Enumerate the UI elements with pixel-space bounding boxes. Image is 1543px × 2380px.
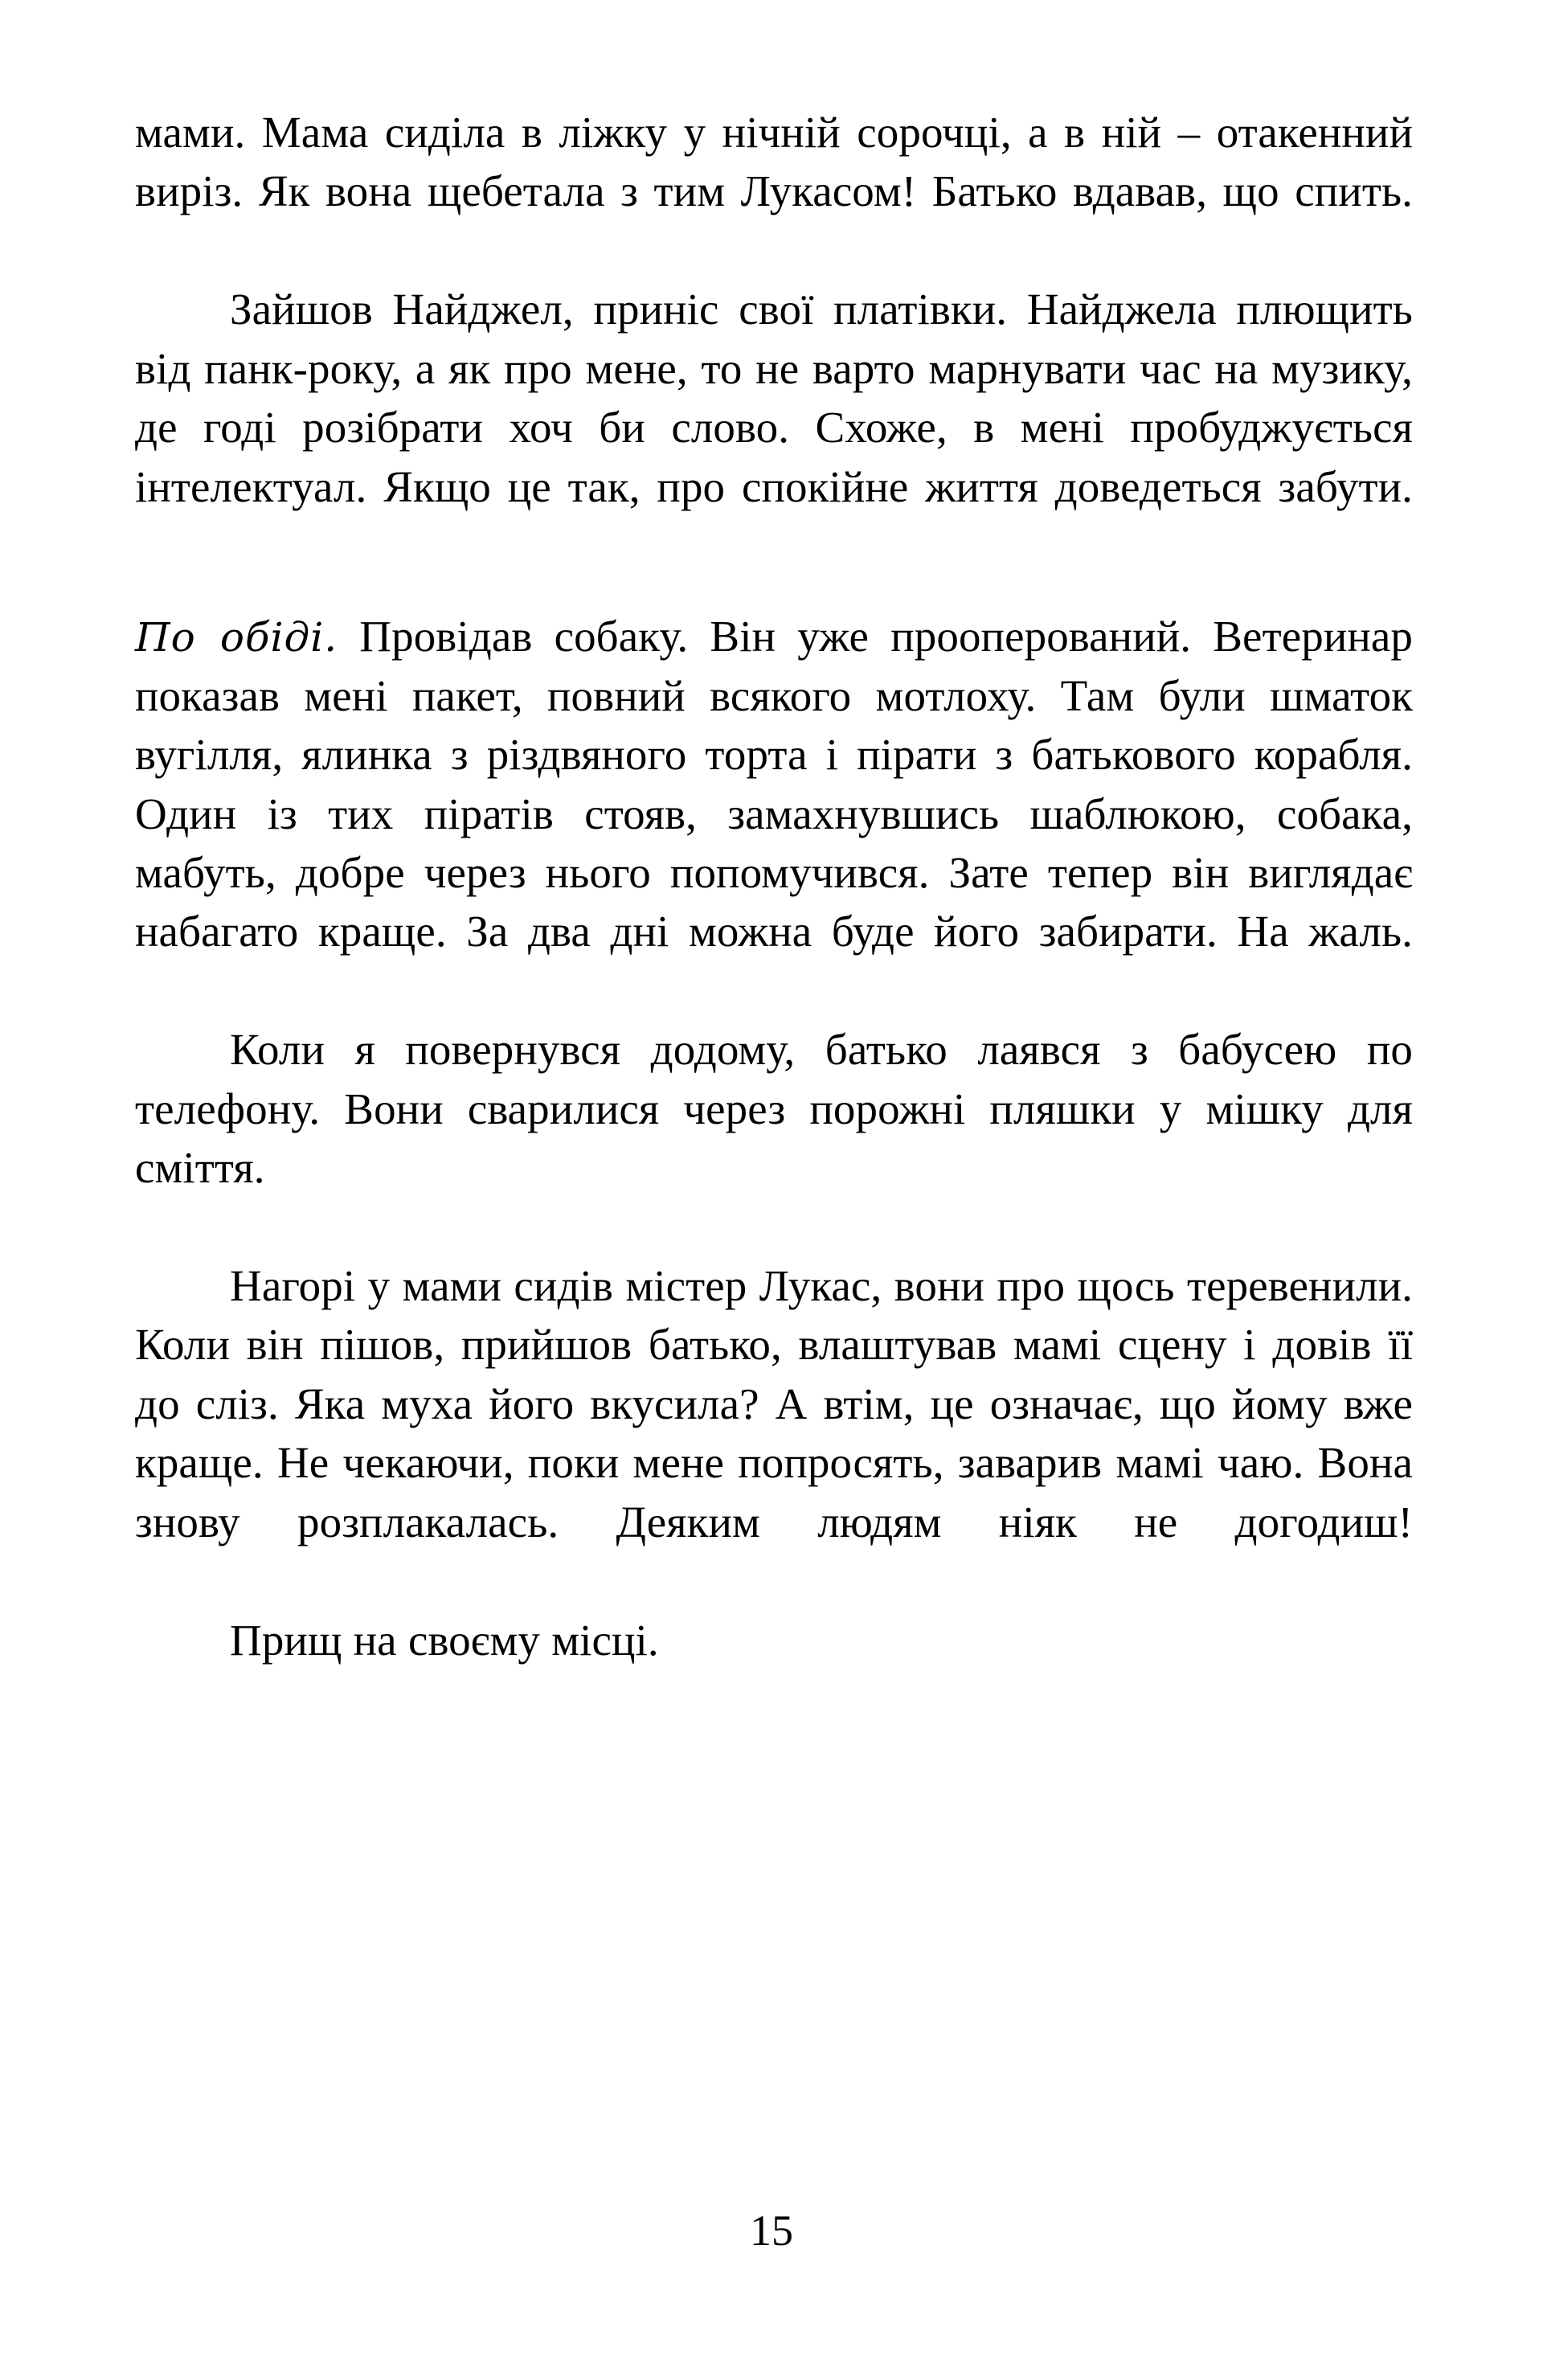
paragraph-3-body: Провідав собаку. Він уже прооперований. Ветеринар показав мені пакет, повний всякого мотлоху. Там були шматок вугілля, ялинка з різдвяного торта і пірати з батькового корабля. Один із тих піратів стояв, замахнувшись шаблюкою, собака, мабуть, добре через нього попомучився. Зате тепер він виглядає набагато краще. За два дні можна буде його забирати. На жаль. <box>135 612 1413 957</box>
paragraph-4: Коли я повернувся додому, батько лаявся з бабусею по телефону. Вони сварилися через порожні пляшки у мішку для сміття. <box>135 1025 1413 1193</box>
paragraph-3 <box>135 607 1413 1020</box>
paragraph-1: мами. Мама сиділа в ліжку у нічній сорочці, а в ній – отакенний виріз. Як вона щебетала з тим Лукасом! Батько вдавав, що спить. <box>135 108 1413 216</box>
page-number: 15 <box>750 2206 793 2255</box>
paragraph-6: Прищ на своєму місці. <box>230 1615 659 1665</box>
paragraph-5: Нагорі у мами сидів містер Лукас, вони про щось теревенили. Коли він пішов, прийшов батько, влаштував мамі сцену і довів її до сліз. Яка муха його вкусила? А втім, це означає, що йому вже краще. Не чекаючи, поки мене попросять, заварив мамі чаю. Вона знову розплакалась. Деяким людям ніяк не догодиш! <box>135 1261 1413 1546</box>
page-text-block <box>135 103 1413 1669</box>
daypart-label: По обіді. <box>135 614 338 662</box>
paragraph-2: Зайшов Найджел, приніс свої платівки. Найджела плющить від панк-року, а як про мене, то не варто марнувати час на музику, де годі розібрати хоч би слово. Схоже, в мені пробуджується інтелектуал. Якщо це так, про спокійне життя доведеться забути. <box>135 285 1413 511</box>
